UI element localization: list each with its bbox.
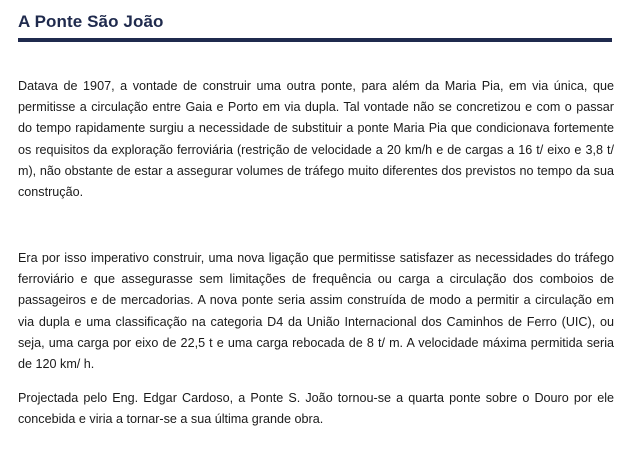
page-title: A Ponte São João — [18, 12, 164, 31]
paragraph-2: Era por isso imperativo construir, uma nova ligação que permitisse satisfazer as necessidades do tráfego ferroviário e que assegurasse sem limitações de frequência ou carga a circulação dos comboios de passageiros e de mercadorias. A nova ponte seria assim construída de modo a permitir a circulação em via dupla e uma classificação na categoria D4 da União Internacional dos Caminhos de Ferro (UIC), ou seja, uma carga por eixo de 22,5 t e uma carga rebocada de 8 t/ m. A velocidade máxima permitida seria de 120 km/ h. — [18, 251, 614, 372]
title-underline-rule — [18, 38, 612, 42]
paragraph-3: Projectada pelo Eng. Edgar Cardoso, a Ponte S. João tornou-se a quarta ponte sobre o Douro por ele concebida e viria a tornar-se a sua última grande obra. — [18, 391, 614, 427]
paragraph-1: Datava de 1907, a vontade de construir uma outra ponte, para além da Maria Pia, em via única, que permitisse a circulação entre Gaia e Porto em via dupla. Tal vontade não se concretizou e com o passar do tempo rapidamente surgiu a necessidade de substituir a ponte Maria Pia que condicionava fortemente os requisitos da exploração ferroviária (restrição de velocidade a 20 km/h e de cargas a 16 t/ eixo e 3,8 t/ m), não obstante de estar a assegurar volumes de tráfego muito diferentes dos previstos no tempo da sua construção. — [18, 79, 614, 200]
